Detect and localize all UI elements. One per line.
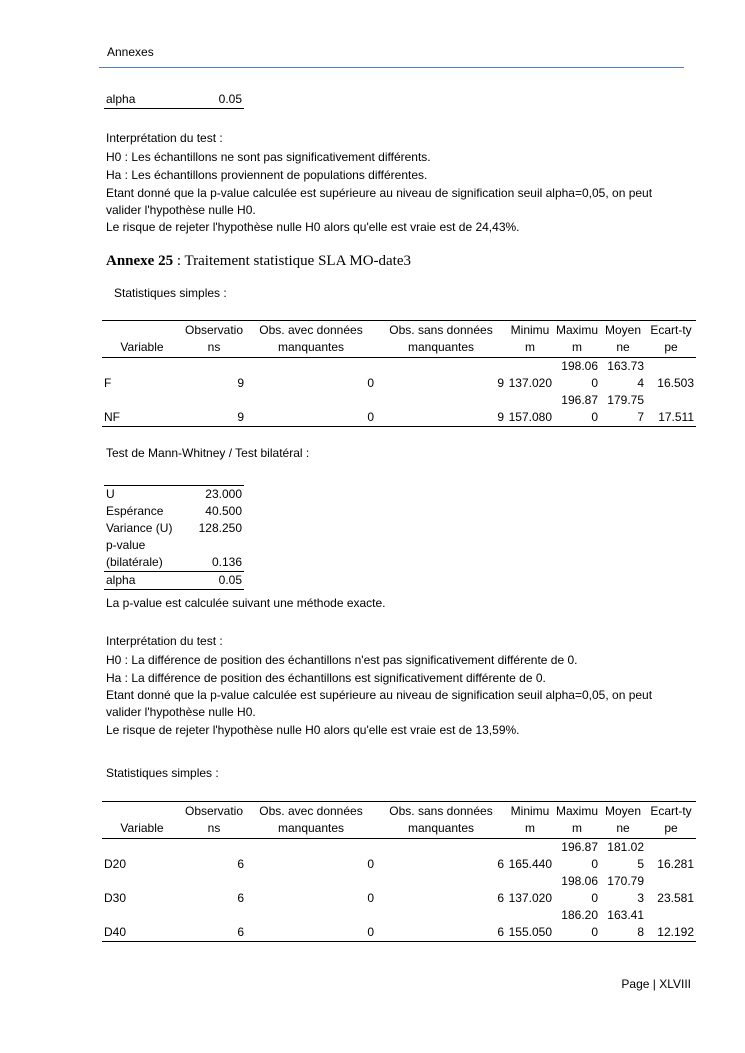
table-cell: 9 xyxy=(497,376,504,390)
interp1-heading: Interprétation du test : xyxy=(106,131,223,145)
interp2-conclusion-1: Etant donné que la p-value calculée est supérieure au niveau de signification seuil alpha=0,05, on peut xyxy=(106,688,653,702)
running-header: Annexes xyxy=(107,45,154,59)
table-cell: 23.581 xyxy=(657,891,694,905)
stats1-table xyxy=(102,320,696,427)
alpha-label: alpha xyxy=(106,92,136,106)
row-variable: F xyxy=(104,376,112,390)
table-cell: 6 xyxy=(497,857,504,871)
table-cell: 6 xyxy=(237,857,244,871)
table-cell: 163.418 xyxy=(607,908,644,939)
stat-value: 128.250 xyxy=(198,521,242,535)
stat-value: 40.500 xyxy=(205,504,242,518)
table-cell: 0 xyxy=(367,376,374,390)
col-header: Ecart-type xyxy=(650,323,692,354)
interp2-risk: Le risque de rejeter l'hypothèse nulle H0 alors qu'elle est vraie est de 13,59%. xyxy=(106,723,520,737)
col-header: Obs. sans données manquantes xyxy=(389,804,493,835)
table-cell: 9 xyxy=(237,410,244,424)
table-cell: 9 xyxy=(237,376,244,390)
table-row xyxy=(104,520,244,537)
col-header: Observations xyxy=(184,323,244,354)
interp1-h0: H0 : Les échantillons ne sont pas significativement différents. xyxy=(106,150,431,164)
alpha-value: 0.05 xyxy=(218,92,242,106)
col-header: Moyenne xyxy=(604,804,642,835)
interp2-h0: H0 : La différence de position des échantillons n'est pas significativement différente de 0. xyxy=(106,653,578,667)
table-cell: 181.025 xyxy=(607,840,644,871)
table-cell: 17.511 xyxy=(658,410,694,424)
table-cell: 198.060 xyxy=(561,874,598,905)
annex-label: Annexe 25 xyxy=(106,253,174,269)
table-cell: 198.060 xyxy=(561,359,598,390)
alpha-table xyxy=(104,91,244,109)
stat-label: p-value (bilatérale) xyxy=(106,538,163,569)
table-cell: 6 xyxy=(497,925,504,939)
table-row xyxy=(102,392,696,427)
col-header: Variable xyxy=(120,821,164,835)
interp1-risk: Le risque de rejeter l'hypothèse nulle H0 alors qu'elle est vraie est de 24,43%. xyxy=(106,220,520,234)
annex-subtitle: : Traitement statistique SLA MO-date3 xyxy=(173,253,411,269)
col-header: Maximum xyxy=(556,804,599,835)
col-header: Ecart-type xyxy=(650,804,692,835)
stat-label: Espérance xyxy=(106,504,164,518)
mann-whitney-note: La p-value est calculée suivant une méthode exacte. xyxy=(106,596,386,610)
table-row xyxy=(102,873,696,907)
table-cell: 16.503 xyxy=(657,376,694,390)
table-cell: 196.870 xyxy=(561,840,598,871)
col-header: Minimum xyxy=(510,804,550,835)
interp1-conclusion-2: valider l'hypothèse nulle H0. xyxy=(106,203,256,217)
annex-title xyxy=(106,253,411,270)
col-header: Obs. sans données manquantes xyxy=(389,323,493,354)
interp2-ha: Ha : La différence de position des échantillons est significativement différente de 0. xyxy=(106,671,546,685)
col-header: Moyenne xyxy=(604,323,642,354)
table-cell: 165.440 xyxy=(508,857,552,871)
row-variable: NF xyxy=(104,410,120,424)
table-cell: 163.734 xyxy=(607,359,644,390)
table-row xyxy=(102,358,696,393)
table-row xyxy=(104,486,244,504)
table-cell: 0 xyxy=(367,857,374,871)
table-cell: 137.020 xyxy=(508,376,552,390)
table-cell: 0 xyxy=(367,925,374,939)
mann-whitney-caption: Test de Mann-Whitney / Test bilatéral : xyxy=(106,446,310,460)
table-row xyxy=(102,907,696,942)
col-header: Obs. avec données manquantes xyxy=(259,804,363,835)
col-header: Obs. avec données manquantes xyxy=(259,323,363,354)
table-cell: 12.192 xyxy=(657,925,694,939)
table-cell: 196.870 xyxy=(561,393,598,424)
table-row xyxy=(104,537,244,572)
page-number: Page | XLVIII xyxy=(621,977,691,991)
table-row xyxy=(104,91,244,109)
table-cell: 170.793 xyxy=(607,874,644,905)
header-divider xyxy=(99,67,684,68)
table-cell: 157.080 xyxy=(508,410,552,424)
table-header-row xyxy=(102,802,696,839)
table-cell: 16.281 xyxy=(657,857,694,871)
col-header: Variable xyxy=(120,340,164,354)
stat-label: Variance (U) xyxy=(106,521,173,535)
stat-label: U xyxy=(106,487,115,501)
table-row xyxy=(104,503,244,520)
mann-whitney-table xyxy=(104,485,244,590)
table-header-row xyxy=(102,321,696,358)
interp2-heading: Interprétation du test : xyxy=(106,634,223,648)
table-cell: 137.020 xyxy=(508,891,552,905)
table-cell: 6 xyxy=(237,925,244,939)
stats2-caption: Statistiques simples : xyxy=(106,766,219,780)
stats2-table xyxy=(102,801,696,942)
interp1-conclusion-1: Etant donné que la p-value calculée est supérieure au niveau de signification seuil alpha=0,05, on peut xyxy=(106,186,653,200)
table-row xyxy=(102,839,696,874)
table-cell: 6 xyxy=(237,891,244,905)
col-header: Observations xyxy=(184,804,244,835)
table-cell: 155.050 xyxy=(508,925,552,939)
table-cell: 186.200 xyxy=(561,908,598,939)
row-variable: D30 xyxy=(104,891,127,905)
stats1-caption: Statistiques simples : xyxy=(114,286,227,300)
table-row xyxy=(104,572,244,590)
table-cell: 0 xyxy=(367,891,374,905)
stat-value: 23.000 xyxy=(205,487,242,501)
interp2-conclusion-2: valider l'hypothèse nulle H0. xyxy=(106,705,256,719)
col-header: Maximum xyxy=(556,323,599,354)
table-cell: 0 xyxy=(367,410,374,424)
table-cell: 6 xyxy=(497,891,504,905)
table-cell: 179.757 xyxy=(607,393,644,424)
stat-label: alpha xyxy=(106,573,136,587)
interp1-ha: Ha : Les échantillons proviennent de populations différentes. xyxy=(106,168,428,182)
table-cell: 9 xyxy=(497,410,504,424)
row-variable: D40 xyxy=(104,925,127,939)
row-variable: D20 xyxy=(104,857,127,871)
col-header: Minimum xyxy=(510,323,550,354)
stat-value: 0.136 xyxy=(211,555,242,569)
stat-value: 0.05 xyxy=(218,573,242,587)
